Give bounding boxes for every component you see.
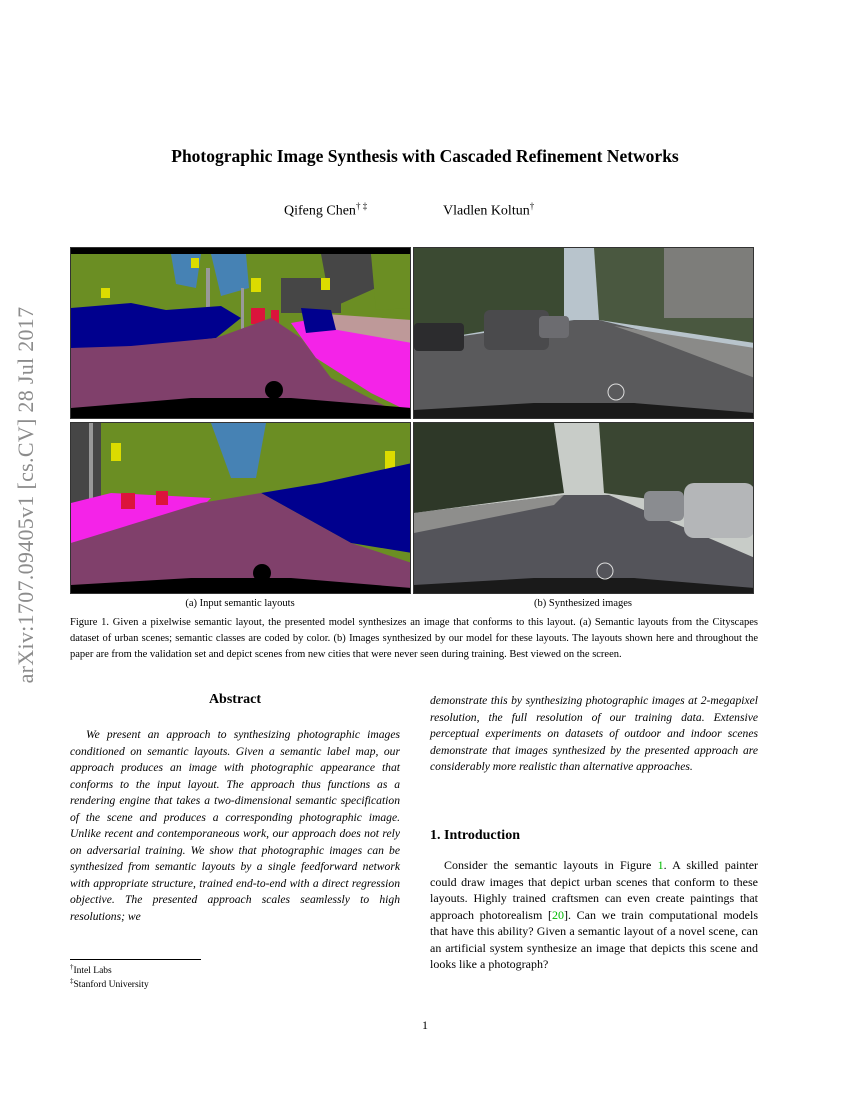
author-1 [284, 201, 367, 220]
figure-ref-link[interactable]: 1 [657, 858, 664, 872]
citation-link[interactable]: 20 [551, 907, 564, 922]
synthesized-image-top-image [414, 248, 754, 419]
paper-title: Photographic Image Synthesis with Cascaded Refinement Networks [171, 146, 679, 166]
synthesized-image-bottom-image [414, 423, 754, 594]
page-number: 1 [422, 1018, 428, 1032]
semantic-layout-top [70, 247, 411, 419]
abstract-body-left: We present an approach to synthesizing photographic images conditioned on semantic layouts. Given a semantic label map, our approach produces an image with photographic appearance that conforms to the input layout. The approach thus functions as a rendering engine that takes a two-dimensional semantic specification of the scene and produces a corresponding photographic image. Unlike recent and contemporaneous work, our approach does not rely on adversarial training. We show that photographic images can be synthesized from semantic layouts by a single feedforward network with appropriate structure, trained end-to-end with a direct regression objective. The presented approach scales seamlessly to high resolutions; we [70, 728, 400, 923]
subcaption-b: (b) Synthesized images [534, 598, 632, 609]
author-1-marks: † ‡ [355, 201, 368, 211]
intro-heading: 1. Introduction [430, 828, 520, 843]
author-1-name: Qifeng Chen [284, 203, 356, 219]
author-2-marks: † [529, 201, 535, 211]
subcaption-a: (a) Input semantic layouts [185, 598, 295, 609]
intro-text-1: Consider the semantic layouts in Figure [444, 858, 658, 872]
footnote-rule [70, 959, 201, 960]
figure-caption: Figure 1. Given a pixelwise semantic layout, the presented model synthesizes an image that conforms to this layout. (a) Semantic layouts from the Cityscapes dataset of urban scenes; semantic classes are coded by color. (b) Images synthesized by our model for these layouts. The layouts shown here and throughout the paper are from the validation set and depict scenes from new cities that were never seen during training. Best viewed on the screen. [70, 617, 758, 660]
intro-text-3: ]. Can we train computational models that have this ability? Given a semantic layout of a novel scene, can an artificial system synthesize an image that depicts this scene and looks like a photograph? [430, 907, 758, 971]
author-2-name: Vladlen Koltun [443, 203, 530, 219]
footnote-2-text: Stanford University [73, 980, 149, 991]
abstract-heading: Abstract [208, 692, 262, 707]
semantic-layout-bottom-image [71, 423, 411, 594]
footnote-1-mark: † [70, 963, 74, 971]
footnote-1 [70, 963, 112, 976]
intro-text-2: . A skilled painter could draw images that depict urban scenes that conform to these layouts. Highly trained craftsmen can even create paintings that approach photorealism [ [430, 858, 759, 922]
author-2 [443, 201, 534, 220]
footnote-2 [70, 977, 149, 990]
semantic-layout-bottom [70, 422, 411, 594]
intro-paragraph [430, 857, 758, 973]
abstract-body-right: demonstrate this by synthesizing photographic images at 2-megapixel resolution, the full resolution of our training data. Extensive perceptual experiments on datasets of outdoor and indoor scenes demonstrate that images synthesized by the presented approach are considerably more realistic than alternative approaches. [430, 694, 758, 773]
footnote-2-mark: ‡ [70, 977, 74, 985]
synthesized-image-top [413, 247, 754, 419]
footnote-1-text: Intel Labs [73, 966, 112, 977]
arxiv-stamp-text: arXiv:1707.09405v1 [cs.CV] 28 Jul 2017 [13, 306, 38, 684]
arxiv-stamp [6, 300, 46, 690]
synthesized-image-bottom [413, 422, 754, 594]
semantic-layout-top-image [71, 248, 411, 419]
